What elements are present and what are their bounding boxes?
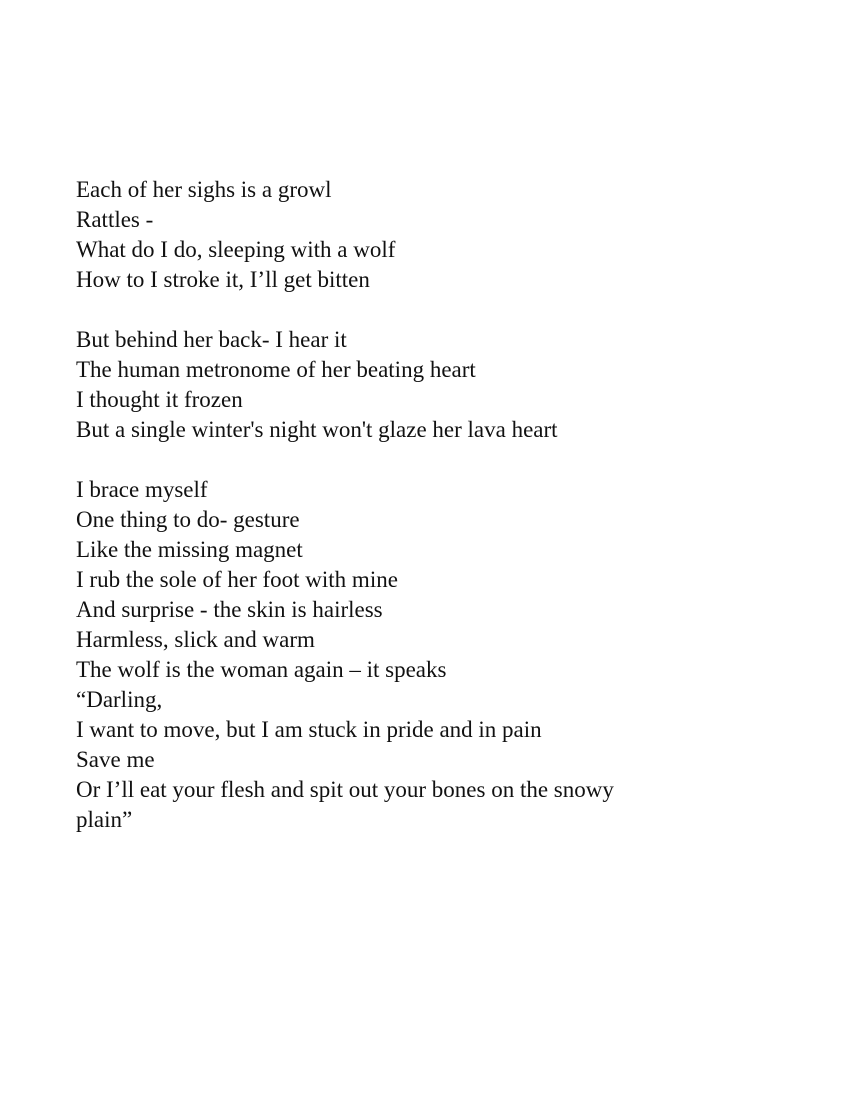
poem-line: But behind her back- I hear it [76, 327, 347, 352]
poem-line: But a single winter's night won't glaze her lava heart [76, 417, 558, 442]
poem-line: What do I do, sleeping with a wolf [76, 237, 396, 262]
stanza-3 [76, 475, 716, 835]
stanza-1 [76, 175, 716, 295]
poem-line: The wolf is the woman again – it speaks [76, 657, 447, 682]
poem-line: Save me [76, 747, 155, 772]
poem-line: I rub the sole of her foot with mine [76, 567, 398, 592]
poem-line: Each of her sighs is a growl [76, 177, 332, 202]
stanza-2 [76, 325, 716, 445]
poem-line: And surprise - the skin is hairless [76, 597, 383, 622]
poem-line: The human metronome of her beating heart [76, 357, 476, 382]
poem-line: I brace myself [76, 477, 208, 502]
poem-line: Like the missing magnet [76, 537, 303, 562]
poem-body [76, 175, 716, 865]
poem-line: How to I stroke it, I’ll get bitten [76, 267, 370, 292]
poem-line: “Darling, [76, 687, 163, 712]
poem-line: I want to move, but I am stuck in pride and in pain [76, 717, 542, 742]
poem-line: I thought it frozen [76, 387, 243, 412]
poem-line: One thing to do- gesture [76, 507, 300, 532]
poem-line: plain” [76, 807, 133, 832]
poem-line: Or I’ll eat your flesh and spit out your bones on the snowy [76, 777, 614, 802]
poem-line: Rattles - [76, 207, 154, 232]
poem-line: Harmless, slick and warm [76, 627, 315, 652]
